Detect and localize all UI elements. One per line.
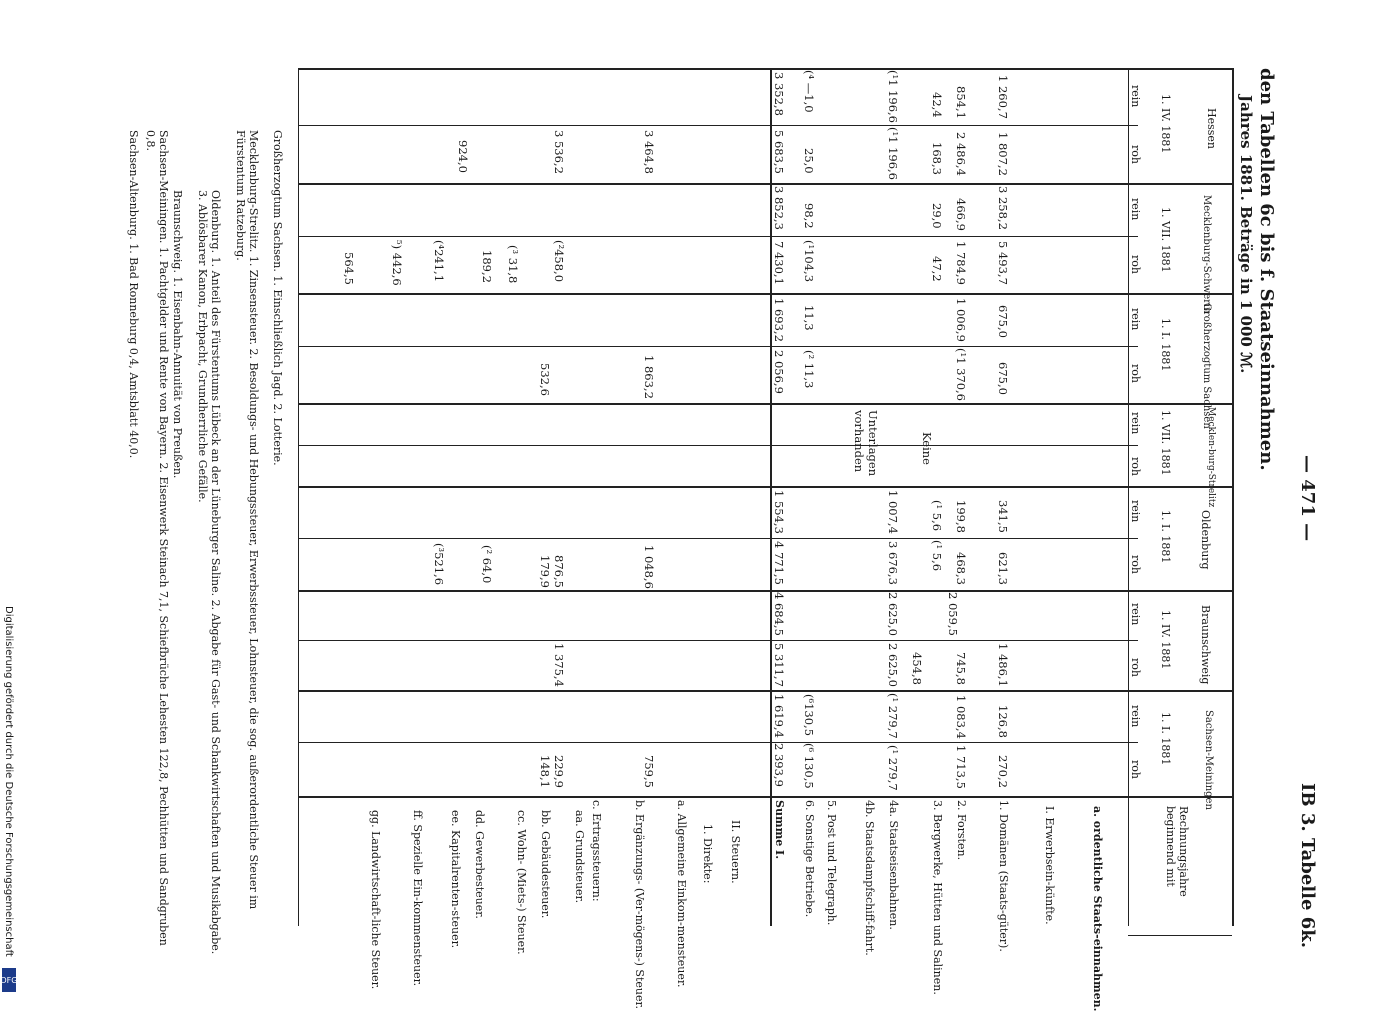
col-sep bbox=[298, 590, 1233, 592]
sub-rein: rein bbox=[1129, 500, 1142, 523]
row-label: 2. Forsten. bbox=[955, 800, 968, 861]
cell-oldenburg-rein: 1 554,3 bbox=[772, 490, 786, 534]
col-header-state: Großherzogtum Sachsen bbox=[1201, 303, 1212, 429]
row-label: ee. Kapitalrenten-steuer. bbox=[449, 810, 462, 949]
strelitz-note: Keine bbox=[920, 432, 934, 465]
col-header-date: 1. I. 1881 bbox=[1159, 318, 1172, 372]
cell-oldenburg-roh: (³521,6 bbox=[432, 543, 446, 586]
rein-roh-sep bbox=[298, 445, 1138, 446]
page-subtitle: Jahres 1881. Beträge in 1 000 ℳ. bbox=[1237, 95, 1255, 374]
cell-hessen-roh: 168,3 bbox=[930, 142, 944, 175]
cell-oldenburg-roh: 1 048,6 bbox=[642, 545, 656, 589]
cell-meckl-roh: 7 430,1 bbox=[772, 241, 786, 285]
col-header-date: 1. IV. 1881 bbox=[1159, 610, 1172, 670]
cell-oldenburg-roh: (¹ 5,6 bbox=[930, 540, 944, 572]
sub-roh: roh bbox=[1129, 457, 1142, 476]
cell-meckl-rein: 29,0 bbox=[930, 203, 944, 229]
cell-sachsen-rein: 1 006,9 bbox=[954, 298, 968, 342]
col-header-date: 1. VII. 1881 bbox=[1159, 410, 1172, 476]
sub-roh: roh bbox=[1129, 760, 1142, 779]
cell-meckl-rein: 3 258,2 bbox=[996, 186, 1010, 230]
cell-hessen-rein: (⁴ —1,0 bbox=[802, 70, 816, 113]
col-sep bbox=[298, 796, 1233, 798]
cell-hessen-roh: 5 683,5 bbox=[772, 130, 786, 174]
footnote: Braunschweig. 1. Eisenbahn-Annuität von Preußen. bbox=[171, 190, 184, 479]
cell-sachsen-rein: 675,0 bbox=[996, 305, 1010, 338]
sub-roh: roh bbox=[1129, 555, 1142, 574]
sub-rein: rein bbox=[1129, 308, 1142, 331]
row-label: aa. Grundsteuer. bbox=[573, 810, 586, 904]
cell-oldenburg-roh: 468,3 bbox=[954, 552, 968, 585]
cell-meckl-rein: 98,2 bbox=[802, 203, 816, 229]
cell-meckl-roh: (³ 31,8 bbox=[506, 245, 520, 284]
col-sep bbox=[298, 68, 1233, 70]
cell-sachsen-roh: 2 056,9 bbox=[772, 350, 786, 394]
table-reference: IB 3. Tabelle 6k. bbox=[1297, 783, 1318, 948]
cell-hessen-roh: 3 536,2 bbox=[552, 130, 566, 174]
rein-roh-sep bbox=[298, 346, 1138, 347]
sub-rein: rein bbox=[1129, 85, 1142, 108]
cell-meckl-roh: (⁴241,1 bbox=[432, 240, 446, 283]
row-header: Rechnungsjahre beginnend mit bbox=[1164, 806, 1190, 897]
cell-sachsen-roh: 675,0 bbox=[996, 362, 1010, 395]
rein-roh-sep bbox=[298, 236, 1138, 237]
cell-oldenburg-roh: 3 676,3 bbox=[886, 541, 900, 585]
row-label: 6. Sonstige Betriebe. bbox=[803, 800, 816, 918]
digitization-note: Digitalisierung gefördert durch die Deutsche Forschungsgemeinschaft bbox=[3, 606, 14, 957]
cell-hessen-roh: 2 486,4 bbox=[954, 132, 968, 176]
row-label: 4a. Staatseisenbahnen. bbox=[887, 800, 900, 930]
cell-oldenburg-rein: 1 007,4 bbox=[886, 490, 900, 534]
cell-sachsen-roh: 1 863,2 bbox=[642, 355, 656, 399]
row-label: c. Ertragssteuern: bbox=[590, 800, 603, 902]
cell-oldenburg-roh: 876,5 bbox=[552, 555, 566, 588]
row-label: dd. Gewerbesteuer. bbox=[473, 810, 486, 919]
cell-meckl-roh: 5 493,7 bbox=[996, 241, 1010, 285]
cell-oldenburg-roh: (² 64,0 bbox=[480, 545, 494, 584]
col-header-state: Sachsen-Meiningen bbox=[1203, 710, 1214, 810]
cell-meiningen-roh: 2 393,9 bbox=[772, 743, 786, 787]
cell-sachsen-roh: (¹1 370,6 bbox=[954, 348, 968, 401]
cell-meiningen-rein: (⁶130,5 bbox=[802, 694, 816, 737]
cell-braun-rein: 2 625,0 bbox=[886, 592, 900, 636]
sub-rein: rein bbox=[1129, 412, 1142, 435]
row-label: gg. Landwirtschaft-liche Steuer. bbox=[369, 810, 382, 990]
cell-meckl-roh: 47,2 bbox=[930, 256, 944, 282]
footnote: Mecklenburg-Strelitz. 1. Zinsensteuer. 2. Besoldungs- und Hebungssteuer, Erwerbssteuer, Lohnsteuer, die sog. außerordentliche Steuer im Fürstentum Ratzeburg. bbox=[234, 130, 260, 910]
cell-hessen-rein: 42,4 bbox=[930, 92, 944, 118]
cell-meckl-rein: 3 852,3 bbox=[772, 186, 786, 230]
cell-sachsen-rein: 1 693,2 bbox=[772, 298, 786, 342]
sub-roh: roh bbox=[1129, 145, 1142, 164]
row-label: a. ordentliche Staats-einnahmen. bbox=[1091, 806, 1104, 1011]
rein-roh-sep bbox=[298, 538, 1138, 539]
strelitz-note: Unterlagen vorhanden bbox=[852, 410, 880, 477]
cell-meckl-roh: (¹104,3 bbox=[802, 240, 816, 283]
cell-oldenburg-roh: 4 771,5 bbox=[772, 541, 786, 585]
cell-hessen-roh: (¹1 196,6 bbox=[886, 127, 900, 180]
cell-sachsen-roh: 532,6 bbox=[538, 363, 552, 396]
cell-meiningen-roh: 759,5 bbox=[642, 755, 656, 788]
footnote: Sachsen-Meiningen. 1. Pachtgelder und Rente von Bayern. 2. Eisenwerk Steinach 7,1, Schiefbrüche Lehesten 122,8, Pechhütten und Sandgruben 0,8. bbox=[144, 130, 170, 946]
cell-oldenburg-roh: 179,9 bbox=[538, 555, 552, 588]
cell-meiningen-rein: 1 083,4 bbox=[954, 695, 968, 739]
col-sep bbox=[298, 486, 1233, 488]
cell-braun-roh: 1 486,1 bbox=[996, 643, 1010, 687]
cell-meiningen-rein: (¹ 279,7 bbox=[886, 693, 900, 739]
cell-braun-roh: 2 625,0 bbox=[886, 643, 900, 687]
footnote: Oldenburg. 1. Anteil des Fürstentums Lübeck an der Lüneburger Saline. 2. Abgabe für Gast- und Schankwirtschaften und Musikabgabe. 3. Ablösbarer Kanon, Erbpacht, Grundherrliche Gefälle. bbox=[196, 190, 222, 955]
cell-meckl-roh: 1 784,9 bbox=[954, 241, 968, 285]
page-number: — 471 — bbox=[1297, 455, 1318, 542]
row-label: 3. Bergwerke, Hütten und Salinen. bbox=[931, 800, 944, 995]
cell-hessen-rein: 854,1 bbox=[954, 86, 968, 119]
col-header-date: 1. I. 1881 bbox=[1159, 510, 1172, 564]
col-sep bbox=[298, 403, 1233, 405]
cell-meiningen-rein: 1 619,4 bbox=[772, 694, 786, 738]
cell-braun-rein: 2 059,5 bbox=[946, 592, 960, 636]
cell-hessen-rein: 3 352,8 bbox=[772, 72, 786, 116]
col-sep bbox=[298, 690, 1233, 692]
rein-roh-sep bbox=[1128, 935, 1232, 936]
cell-hessen-roh: 924,0 bbox=[456, 140, 470, 173]
row-label: Summe I. bbox=[773, 800, 786, 860]
cell-meiningen-roh: 1 713,5 bbox=[954, 745, 968, 789]
col-header-state: Mecklenburg-Schwerin bbox=[1201, 195, 1212, 314]
row-label: 5. Post und Telegraph. bbox=[825, 800, 838, 926]
col-header-date: 1. IV. 1881 bbox=[1159, 94, 1172, 154]
cell-sachsen-rein: 11,3 bbox=[802, 305, 816, 331]
cell-meckl-rein: 466,9 bbox=[954, 198, 968, 231]
col-header-state: Hessen bbox=[1205, 108, 1218, 149]
sub-rein: rein bbox=[1129, 705, 1142, 728]
footnote: Großherzogtum Sachsen. 1. Einschließlich Jagd. 2. Lotterie. bbox=[271, 130, 284, 466]
cell-braun-roh: 1 375,4 bbox=[552, 643, 566, 687]
col-header-state: Braunschweig bbox=[1199, 605, 1212, 685]
cell-meiningen-roh: 148,1 bbox=[538, 755, 552, 788]
row-label: ff. Spezielle Ein-kommensteuer. bbox=[411, 810, 424, 987]
cell-braun-roh: 745,8 bbox=[954, 652, 968, 685]
row-label: I. Erwerbsein-künfte. bbox=[1043, 806, 1056, 925]
cell-meiningen-roh: (¹ 279,7 bbox=[886, 745, 900, 791]
row-label: 1. Direkte: bbox=[701, 824, 714, 884]
cell-meckl-roh: 189,2 bbox=[480, 250, 494, 283]
cell-hessen-roh: 1 807,2 bbox=[996, 132, 1010, 176]
cell-braun-roh: 454,8 bbox=[910, 652, 924, 685]
cell-meckl-roh: ⁵) 442,6 bbox=[390, 240, 404, 286]
cell-meiningen-roh: 229,9 bbox=[552, 755, 566, 788]
sub-roh: roh bbox=[1129, 364, 1142, 383]
cell-hessen-roh: 3 464,8 bbox=[642, 130, 656, 174]
row-label: 1. Domänen (Staats-güter). bbox=[997, 800, 1010, 952]
cell-braun-rein: 4 684,5 bbox=[772, 592, 786, 636]
row-label: 4b. Staatsdampfschiff-fahrt. bbox=[863, 800, 876, 956]
col-header-date: 1. I. 1881 bbox=[1159, 712, 1172, 766]
cell-sachsen-roh: (² 11,3 bbox=[802, 350, 816, 389]
cell-hessen-rein: 1 260,7 bbox=[996, 75, 1010, 119]
col-sep bbox=[298, 293, 1233, 295]
row-label: a. Allgemeine Einkom-mensteuer. bbox=[675, 800, 688, 988]
cell-oldenburg-rein: 199,8 bbox=[954, 500, 968, 533]
cell-meiningen-rein: 126,8 bbox=[996, 705, 1010, 738]
cell-oldenburg-rein: (¹ 5,6 bbox=[930, 500, 944, 532]
row-label: II. Steuern. bbox=[729, 820, 742, 884]
sub-roh: roh bbox=[1129, 658, 1142, 677]
dfg-logo: DFG bbox=[2, 968, 16, 992]
sub-rein: rein bbox=[1129, 603, 1142, 626]
cell-meckl-roh: 564,5 bbox=[342, 252, 356, 285]
rein-roh-sep bbox=[298, 742, 1138, 743]
sub-rein: rein bbox=[1129, 198, 1142, 221]
cell-braun-roh: 5 311,7 bbox=[772, 643, 786, 687]
sub-roh: roh bbox=[1129, 255, 1142, 274]
page-title: den Tabellen 6c bis f. Staatseinnahmen. bbox=[1256, 68, 1277, 471]
col-header-date: 1. VII. 1881 bbox=[1159, 207, 1172, 273]
cell-meiningen-roh: 270,2 bbox=[996, 755, 1010, 788]
rein-roh-sep bbox=[298, 125, 1138, 126]
row-label: cc. Wohn- (Miets-) Steuer. bbox=[515, 810, 528, 955]
cell-meiningen-roh: (⁶ 130,5 bbox=[802, 743, 816, 789]
cell-oldenburg-rein: 341,5 bbox=[996, 500, 1010, 533]
row-label: b. Ergänzungs- (Ver-mögens-) Steuer. bbox=[633, 800, 646, 1010]
cell-oldenburg-roh: 621,3 bbox=[996, 552, 1010, 585]
rein-roh-sep bbox=[298, 640, 1138, 641]
col-header-state: Mecklen-burg-Strelitz bbox=[1206, 407, 1216, 508]
col-header-state: Oldenburg bbox=[1199, 510, 1212, 570]
row-label: bb. Gebäudesteuer. bbox=[539, 810, 552, 919]
footnote: Sachsen-Altenburg. 1. Bad Ronneburg 0,4, Amtsblatt 40,0. bbox=[127, 130, 140, 459]
cell-hessen-rein: (¹1 196,6 bbox=[886, 70, 900, 123]
cell-meckl-roh: (²458,0 bbox=[552, 240, 566, 283]
col-sep bbox=[298, 183, 1233, 185]
cell-hessen-roh: 25,0 bbox=[802, 148, 816, 174]
